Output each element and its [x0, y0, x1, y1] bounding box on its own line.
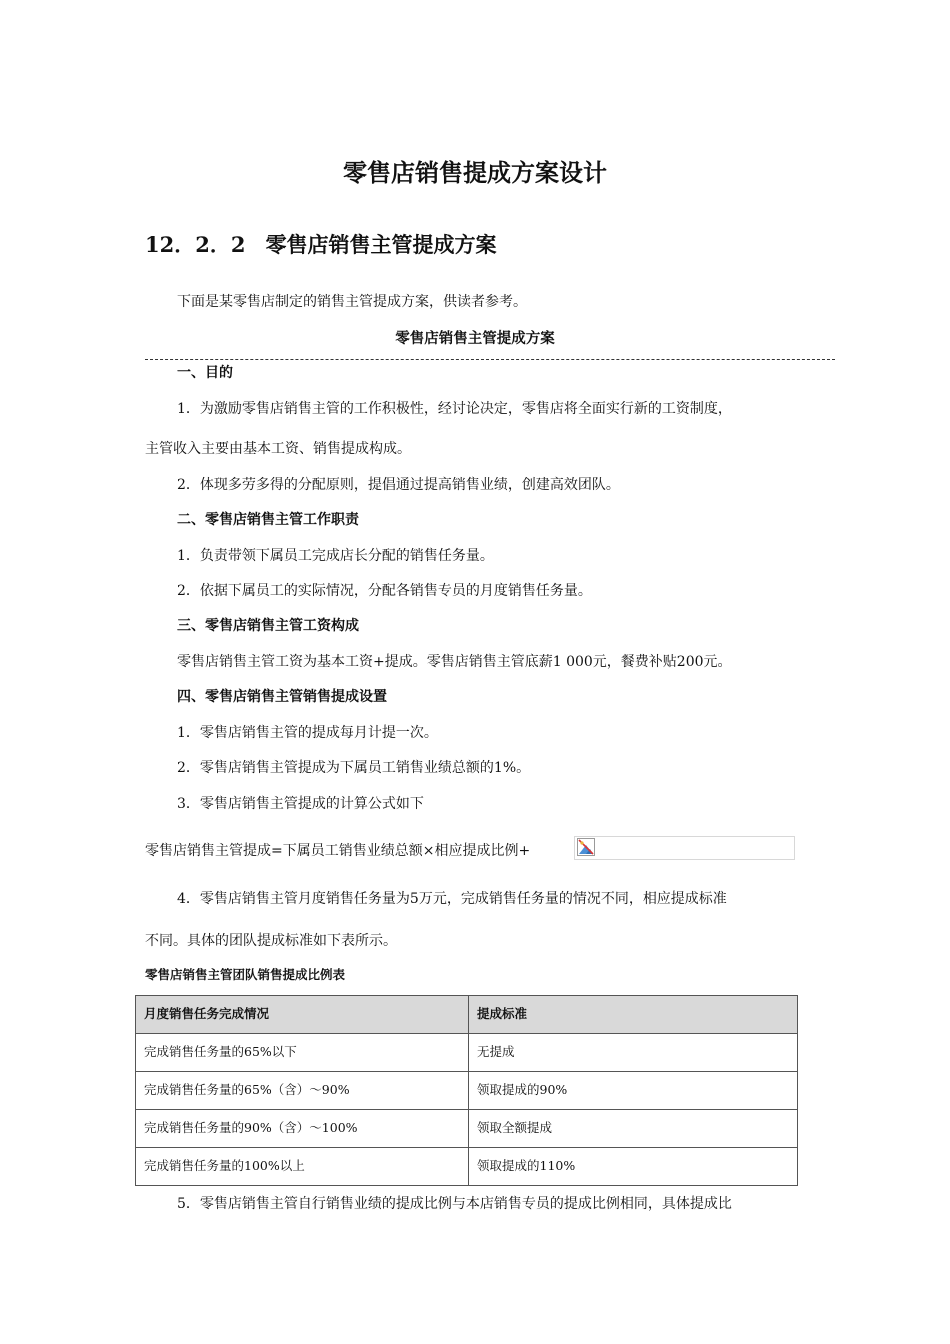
- section-3-title: 三、零售店销售主管工资构成: [177, 618, 359, 634]
- table-header: 月度销售任务完成情况: [136, 996, 469, 1034]
- paragraph: 2．体现多劳多得的分配原则，提倡通过提高销售业绩，创建高效团队。: [177, 477, 620, 493]
- formula-text: 零售店销售主管提成=下属员工销售业绩总额×相应提成比例+: [145, 843, 531, 859]
- paragraph: 5．零售店销售主管自行销售业绩的提成比例与本店销售专员的提成比例相同，具体提成比: [177, 1196, 732, 1212]
- table-row: [136, 1110, 798, 1148]
- section-2-title: 二、零售店销售主管工作职责: [177, 512, 359, 528]
- section-title: 零售店销售主管提成方案: [265, 232, 497, 257]
- section-4-title: 四、零售店销售主管销售提成设置: [177, 689, 387, 705]
- paragraph: 不同。具体的团队提成标准如下表所示。: [145, 933, 397, 949]
- table-cell: 完成销售任务量的100%以上: [136, 1148, 469, 1186]
- table-cell: 领取全额提成: [469, 1110, 798, 1148]
- paragraph: 1．为激励零售店销售主管的工作积极性，经讨论决定，零售店将全面实行新的工资制度，: [177, 401, 732, 417]
- table-header: 提成标准: [469, 996, 798, 1034]
- paragraph: 2．依据下属员工的实际情况，分配各销售专员的月度销售任务量。: [177, 583, 592, 599]
- table-row: [136, 1034, 798, 1072]
- table-row: [136, 1148, 798, 1186]
- table-cell: 完成销售任务量的90%（含）～100%: [136, 1110, 469, 1148]
- paragraph: 3．零售店销售主管提成的计算公式如下: [177, 796, 424, 812]
- table-caption: 零售店销售主管团队销售提成比例表: [145, 967, 346, 982]
- table-header-row: [136, 996, 798, 1034]
- paragraph: 1．负责带领下属员工完成店长分配的销售任务量。: [177, 548, 494, 564]
- paragraph: 主管收入主要由基本工资、销售提成构成。: [145, 441, 411, 457]
- table-cell: 领取提成的110%: [469, 1148, 798, 1186]
- paragraph: 2．零售店销售主管提成为下属员工销售业绩总额的1%。: [177, 760, 531, 776]
- paragraph: 零售店销售主管工资为基本工资+提成。零售店销售主管底薪1 000元，餐费补贴200元。: [177, 654, 732, 670]
- table-cell: 完成销售任务量的65%以下: [136, 1034, 469, 1072]
- paragraph: 1．零售店销售主管的提成每月计提一次。: [177, 725, 438, 741]
- table-cell: 领取提成的90%: [469, 1072, 798, 1110]
- dashed-divider: [145, 359, 835, 360]
- formula-image-frame: [574, 836, 795, 860]
- plan-title: 零售店销售主管提成方案: [395, 330, 555, 347]
- paragraph: 4．零售店销售主管月度销售任务量为5万元，完成销售任务量的情况不同，相应提成标准: [177, 891, 727, 907]
- table-cell: 无提成: [469, 1034, 798, 1072]
- section-heading: [145, 229, 496, 259]
- commission-table: [135, 995, 798, 1186]
- document-title: 零售店销售提成方案设计: [343, 158, 607, 187]
- table-row: [136, 1072, 798, 1110]
- table-cell: 完成销售任务量的65%（含）～90%: [136, 1072, 469, 1110]
- broken-image-icon: [577, 838, 595, 856]
- intro-paragraph: 下面是某零售店制定的销售主管提成方案，供读者参考。: [177, 294, 527, 310]
- section-number: 12．2．2: [145, 232, 246, 257]
- section-1-title: 一、目的: [177, 365, 233, 381]
